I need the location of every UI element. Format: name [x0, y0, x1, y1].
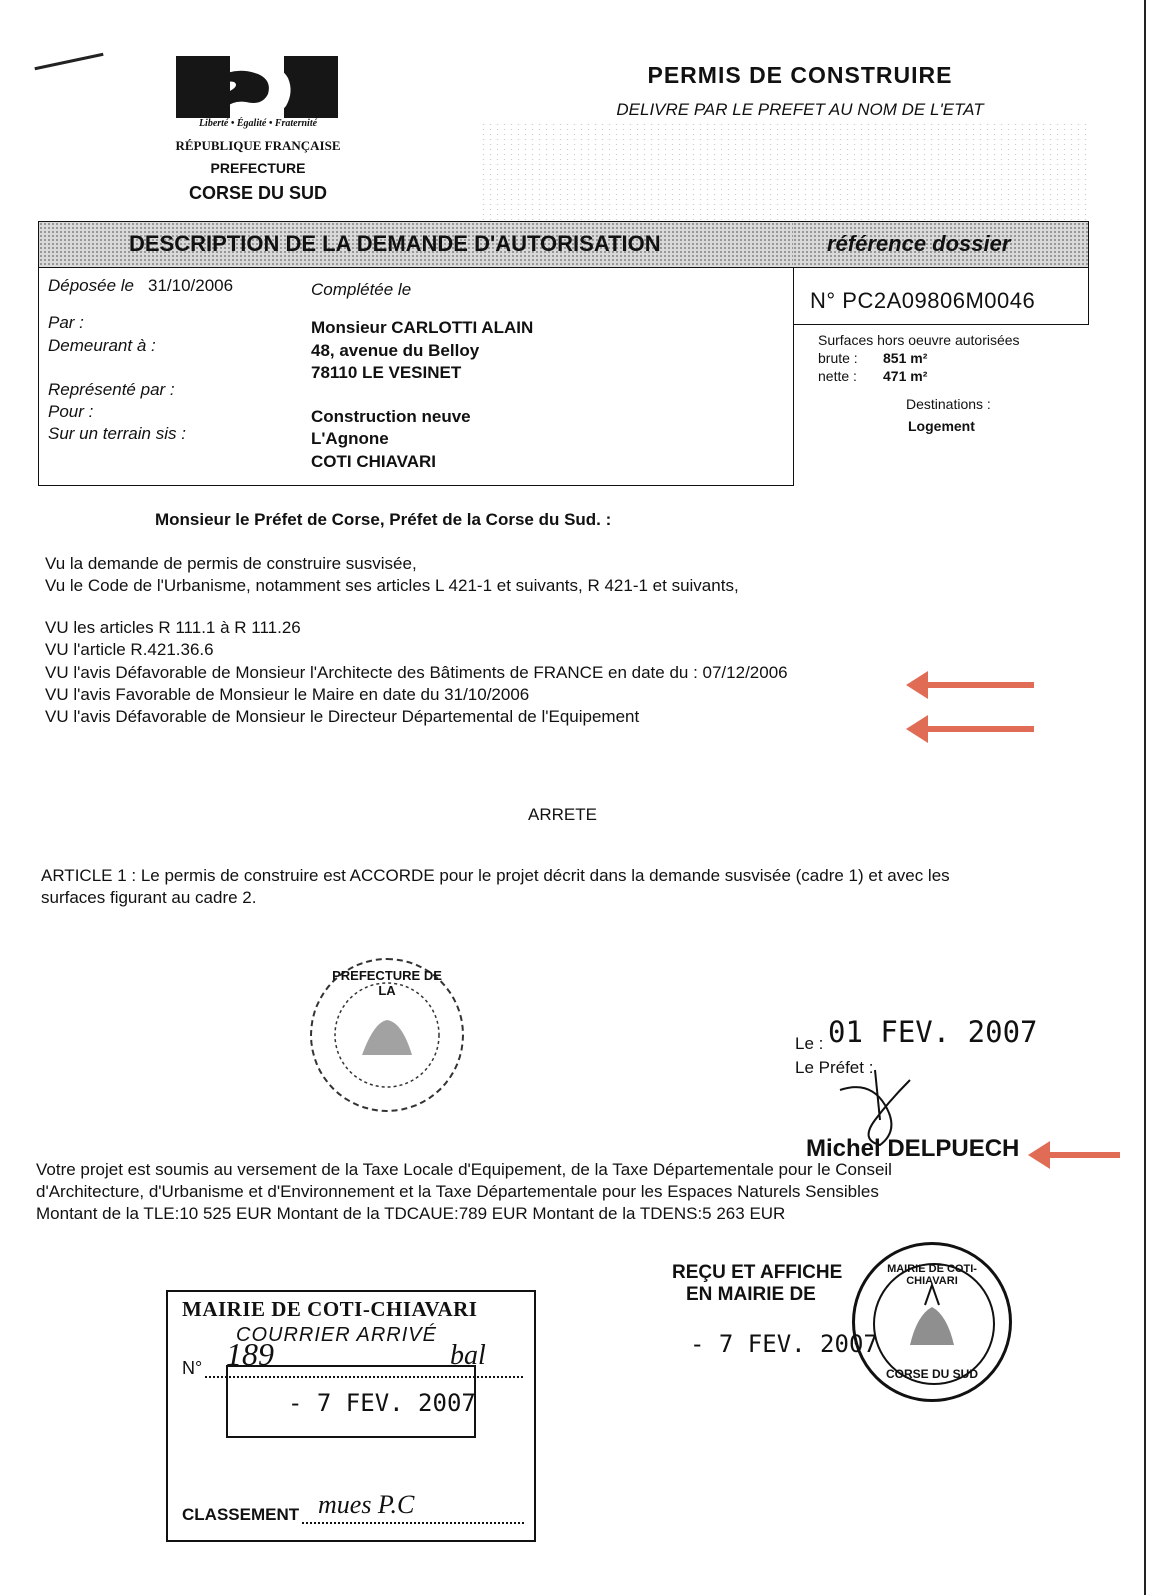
annotation-arrow-2: [924, 726, 1034, 732]
vu-line-5: VU l'avis Défavorable de Monsieur l'Architecte des Bâtiments de FRANCE en date du : 07/12/2006: [45, 663, 788, 682]
brute-label: brute :: [818, 350, 858, 366]
page-edge-line: [1144, 0, 1146, 1595]
mairie-stamp-subtitle: COURRIER ARRIVÉ: [236, 1324, 437, 1346]
article1-line2: surfaces figurant au cadre 2.: [41, 888, 257, 907]
surfaces-title: Surfaces hors oeuvre autorisées: [818, 332, 1020, 348]
courrier-initials: bal: [450, 1340, 486, 1371]
recu-date: - 7 FEV. 2007: [690, 1330, 878, 1358]
destinations-value: Logement: [908, 418, 975, 434]
prefecture-seal: [310, 958, 464, 1112]
scan-noise: [480, 122, 1090, 222]
prefet-label: Le Préfet :: [795, 1058, 874, 1077]
mairie-round-seal: [852, 1242, 1012, 1402]
mairie-seal-top-text: MAIRIE DE COTI-CHIAVARI: [887, 1263, 977, 1287]
region-name: CORSE DU SUD: [188, 183, 327, 203]
terrain-label: Sur un terrain sis :: [48, 424, 186, 443]
vu-line-4: VU l'article R.421.36.6: [45, 640, 214, 659]
pour-label: Pour :: [48, 402, 94, 421]
recu-line1: REÇU ET AFFICHE: [672, 1262, 843, 1283]
vu-line-1: Vu la demande de permis de construire susvisée,: [45, 554, 417, 573]
republic-motto: Liberté • Égalité • Fraternité: [198, 118, 318, 129]
signature-date: 01 FEV. 2007: [828, 1015, 1038, 1049]
marianne-logo: [176, 56, 338, 118]
represente-label: Représenté par :: [48, 380, 175, 399]
description-heading: DESCRIPTION DE LA DEMANDE D'AUTORISATION: [129, 231, 661, 256]
mairie-stamp-title: MAIRIE DE COTI-CHIAVARI: [182, 1297, 478, 1321]
deposee-label: Déposée le: [48, 276, 135, 295]
prefet-address: Monsieur le Préfet de Corse, Préfet de la Corse du Sud. :: [155, 510, 612, 529]
description-header: [39, 222, 793, 268]
document-title: PERMIS DE CONSTRUIRE: [647, 62, 953, 88]
tax-line3: Montant de la TLE:10 525 EUR Montant de la TDCAUE:789 EUR Montant de la TDENS:5 263 EUR: [36, 1204, 786, 1223]
address-line1: 48, avenue du Belloy: [311, 341, 480, 360]
terrain-line1: L'Agnone: [311, 429, 389, 448]
annotation-arrow-1: [924, 682, 1034, 688]
reference-heading: référence dossier: [827, 231, 1011, 256]
classement-label: CLASSEMENT: [182, 1505, 300, 1524]
arrete-heading: ARRETE: [528, 805, 597, 824]
vu-line-6: VU l'avis Favorable de Monsieur le Maire en date du 31/10/2006: [45, 685, 530, 704]
deposee-value: 31/10/2006: [148, 276, 234, 295]
reference-header: [793, 222, 1088, 268]
prefecture-seal-text: PREFECTURE DE LA: [332, 968, 442, 998]
nette-label: nette :: [818, 368, 857, 384]
par-label: Par :: [48, 313, 84, 332]
vu-line-7: VU l'avis Défavorable de Monsieur le Directeur Départemental de l'Equipement: [45, 707, 640, 726]
courrier-number-label: N°: [182, 1358, 203, 1378]
republic-name: RÉPUBLIQUE FRANÇAISE: [175, 138, 341, 153]
tax-line1: Votre projet est soumis au versement de la Taxe Locale d'Equipement, de la Taxe Départementale pour le Conseil: [36, 1160, 892, 1179]
classement-value: mues P.C: [318, 1490, 415, 1519]
completee-label: Complétée le: [311, 280, 412, 299]
terrain-line2: COTI CHIAVARI: [311, 452, 436, 471]
prefecture-label: PREFECTURE: [210, 160, 306, 176]
address-line2: 78110 LE VESINET: [311, 363, 462, 382]
annotation-arrow-3: [1046, 1152, 1120, 1158]
classement-line: [302, 1522, 524, 1524]
document-subtitle: DELIVRE PAR LE PREFET AU NOM DE L'ETAT: [616, 100, 984, 119]
reference-number: N° PC2A09806M0046: [810, 288, 1036, 313]
demeurant-label: Demeurant à :: [48, 336, 156, 355]
pen-mark: [34, 53, 103, 70]
recu-line2: EN MAIRIE DE: [686, 1284, 816, 1305]
vu-line-3: VU les articles R 111.1 à R 111.26: [45, 618, 301, 637]
applicant-name: Monsieur CARLOTTI ALAIN: [311, 318, 534, 337]
brute-value: 851 m²: [883, 350, 928, 366]
nette-value: 471 m²: [883, 368, 928, 384]
tax-line2: d'Architecture, d'Urbanisme et d'Environnement et la Taxe Départementale pour les Espaces Naturels Sensibles: [36, 1182, 879, 1201]
courrier-number-value: 189: [226, 1336, 274, 1372]
signatory-name: Michel DELPUECH: [806, 1135, 1020, 1162]
destinations-label: Destinations :: [906, 396, 991, 412]
vu-line-2: Vu le Code de l'Urbanisme, notamment ses articles L 421-1 et suivants, R 421-1 et suivants,: [45, 576, 739, 595]
article1-line1: ARTICLE 1 : Le permis de construire est ACCORDE pour le projet décrit dans la demande susvisée (cadre 1) et avec les: [41, 866, 950, 885]
courrier-date: - 7 FEV. 2007: [288, 1389, 476, 1417]
mairie-seal-bottom-text: CORSE DU SUD: [885, 1367, 978, 1381]
signature-date-label: Le :: [795, 1034, 824, 1053]
purpose-value: Construction neuve: [311, 407, 471, 426]
